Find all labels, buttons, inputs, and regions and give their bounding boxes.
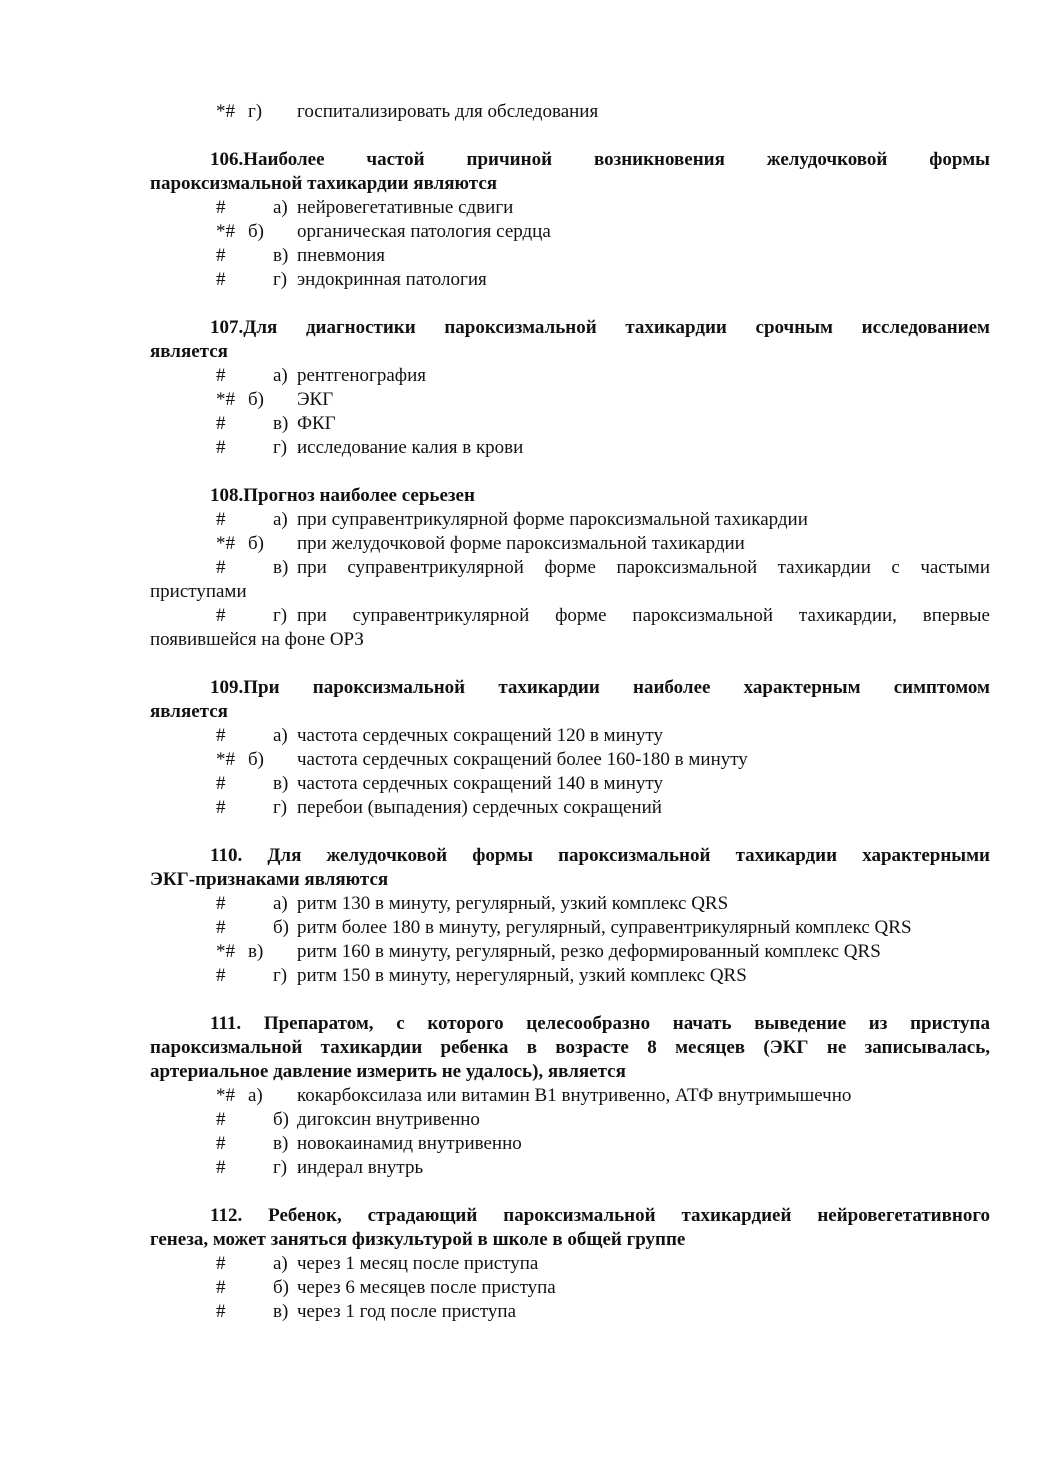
- answer-letter: б): [273, 1277, 289, 1298]
- answer-marker: #: [216, 1253, 226, 1274]
- answer-option: [0, 388, 1039, 412]
- answer-letter: а): [273, 893, 288, 914]
- answer-letter: а): [273, 365, 288, 386]
- answer-letter: б): [273, 917, 289, 938]
- answer-marker: *#: [216, 389, 235, 410]
- question-title: 108.Прогноз наиболее серьезен: [210, 485, 475, 506]
- answer-marker: *#: [216, 749, 235, 770]
- answer-option: [0, 556, 1039, 580]
- answer-letter: б): [248, 749, 264, 770]
- answer-continuation: приступами: [150, 581, 247, 602]
- answer-marker: #: [216, 557, 226, 578]
- answer-letter: в): [273, 413, 289, 434]
- answer-option: [0, 100, 1039, 124]
- answer-text: при суправентрикулярной форме пароксизмальной тахикардии: [297, 509, 808, 530]
- answer-marker: #: [216, 773, 226, 794]
- answer-option: [0, 1156, 1039, 1180]
- answer-text: ЭКГ: [297, 389, 334, 410]
- answer-text: нейровегетативные сдвиги: [297, 197, 514, 218]
- answer-text: органическая патология сердца: [297, 221, 551, 242]
- answer-letter: а): [273, 197, 288, 218]
- answer-marker: #: [216, 1157, 226, 1178]
- answer-letter: г): [273, 797, 288, 818]
- answer-continuation: появившейся на фоне ОРЗ: [150, 629, 364, 650]
- question-title: 112. Ребенок, страдающий пароксизмальной тахикардией нейровегетативного: [210, 1205, 990, 1226]
- answer-marker: #: [216, 197, 226, 218]
- answer-letter: в): [273, 773, 289, 794]
- answer-option: [0, 1084, 1039, 1108]
- answer-option: [0, 772, 1039, 796]
- answer-option: [0, 1300, 1039, 1324]
- answer-option: [0, 1252, 1039, 1276]
- answer-letter: а): [273, 725, 288, 746]
- question-title-continuation: ЭКГ-признаками являются: [150, 869, 389, 890]
- answer-letter: а): [273, 1253, 288, 1274]
- answer-text: ФКГ: [297, 413, 336, 434]
- answer-letter: в): [273, 557, 289, 578]
- answer-option: [0, 412, 1039, 436]
- answer-letter: г): [273, 437, 288, 458]
- answer-text: перебои (выпадения) сердечных сокращений: [297, 797, 662, 818]
- answer-marker: #: [216, 1133, 226, 1154]
- answer-option: [0, 508, 1039, 532]
- answer-text: индерал внутрь: [297, 1157, 424, 1178]
- answer-text: ритм более 180 в минуту, регулярный, суправентрикулярный комплекс QRS: [297, 917, 912, 938]
- answer-text: ритм 130 в минуту, регулярный, узкий комплекс QRS: [297, 893, 729, 914]
- answer-text: пневмония: [297, 245, 386, 266]
- answer-text: кокарбоксилаза или витамин В1 внутривенно, АТФ внутримышечно: [297, 1085, 852, 1106]
- answer-letter: в): [273, 1133, 289, 1154]
- answer-text: через 1 год после приступа: [297, 1301, 517, 1322]
- answer-letter: г): [248, 101, 263, 122]
- answer-marker: #: [216, 245, 226, 266]
- question-title: 107.Для диагностики пароксизмальной тахикардии срочным исследованием: [210, 317, 990, 338]
- answer-option: [0, 532, 1039, 556]
- question-title-continuation: пароксизмальной тахикардии являются: [150, 173, 498, 194]
- answer-option: [0, 436, 1039, 460]
- answer-option: [0, 940, 1039, 964]
- answer-text: дигоксин внутривенно: [297, 1109, 480, 1130]
- answer-option: [0, 724, 1039, 748]
- answer-marker: #: [216, 269, 226, 290]
- answer-marker: #: [216, 797, 226, 818]
- answer-letter: б): [273, 1109, 289, 1130]
- answer-marker: #: [216, 1277, 226, 1298]
- answer-text: при суправентрикулярной форме пароксизмальной тахикардии с частыми: [297, 557, 990, 578]
- answer-marker: #: [216, 917, 226, 938]
- answer-marker: *#: [216, 533, 235, 554]
- answer-marker: *#: [216, 221, 235, 242]
- answer-text: через 6 месяцев после приступа: [297, 1277, 556, 1298]
- answer-option: [0, 268, 1039, 292]
- answer-marker: #: [216, 893, 226, 914]
- answer-option: [0, 964, 1039, 988]
- answer-marker: #: [216, 965, 226, 986]
- answer-letter: б): [248, 389, 264, 410]
- answer-letter: а): [248, 1085, 263, 1106]
- answer-letter: б): [248, 533, 264, 554]
- answer-option: [0, 796, 1039, 820]
- question-title-continuation: артериальное давление измерить не удалось), является: [150, 1061, 626, 1082]
- answer-option: [0, 1276, 1039, 1300]
- answer-text: частота сердечных сокращений более 160-180 в минуту: [297, 749, 748, 770]
- question-title-continuation: является: [150, 701, 228, 722]
- answer-marker: #: [216, 365, 226, 386]
- answer-marker: *#: [216, 1085, 235, 1106]
- question-title: 111. Препаратом, с которого целесообразно начать выведение из приступа: [210, 1013, 990, 1034]
- answer-letter: б): [248, 221, 264, 242]
- question-title-continuation: пароксизмальной тахикардии ребенка в возрасте 8 месяцев (ЭКГ не записывалась,: [150, 1037, 990, 1058]
- answer-marker: *#: [216, 101, 235, 122]
- answer-marker: #: [216, 1301, 226, 1322]
- answer-option: [0, 1132, 1039, 1156]
- answer-option: [0, 748, 1039, 772]
- question-title-continuation: является: [150, 341, 228, 362]
- answer-option: [0, 892, 1039, 916]
- answer-letter: а): [273, 509, 288, 530]
- answer-marker: #: [216, 437, 226, 458]
- question-title: 106.Наиболее частой причиной возникновения желудочковой формы: [210, 149, 990, 170]
- answer-marker: #: [216, 413, 226, 434]
- answer-text: при желудочковой форме пароксизмальной тахикардии: [297, 533, 745, 554]
- answer-text: новокаинамид внутривенно: [297, 1133, 522, 1154]
- answer-text: частота сердечных сокращений 120 в минуту: [297, 725, 663, 746]
- answer-letter: г): [273, 1157, 288, 1178]
- answer-option: [0, 196, 1039, 220]
- answer-letter: в): [273, 1301, 289, 1322]
- answer-text: ритм 160 в минуту, регулярный, резко деформированный комплекс QRS: [297, 941, 881, 962]
- question-title: 109.При пароксизмальной тахикардии наиболее характерным симптомом: [210, 677, 990, 698]
- answer-text: рентгенография: [297, 365, 426, 386]
- answer-option: [0, 364, 1039, 388]
- answer-letter: г): [273, 965, 288, 986]
- answer-option: [0, 916, 1039, 940]
- answer-option: [0, 604, 1039, 628]
- answer-letter: в): [248, 941, 264, 962]
- answer-letter: г): [273, 269, 288, 290]
- answer-marker: #: [216, 1109, 226, 1130]
- answer-letter: г): [273, 605, 288, 626]
- question-title: 110. Для желудочковой формы пароксизмальной тахикардии характерными: [210, 845, 990, 866]
- answer-text: при суправентрикулярной форме пароксизмальной тахикардии, впервые: [297, 605, 990, 626]
- answer-option: [0, 244, 1039, 268]
- answer-text: исследование калия в крови: [297, 437, 524, 458]
- answer-text: ритм 150 в минуту, нерегулярный, узкий комплекс QRS: [297, 965, 747, 986]
- answer-text: через 1 месяц после приступа: [297, 1253, 539, 1274]
- answer-text: госпитализировать для обследования: [297, 101, 599, 122]
- answer-text: эндокринная патология: [297, 269, 487, 290]
- answer-marker: #: [216, 509, 226, 530]
- answer-marker: #: [216, 605, 226, 626]
- answer-marker: *#: [216, 941, 235, 962]
- answer-option: [0, 1108, 1039, 1132]
- answer-letter: в): [273, 245, 289, 266]
- answer-option: [0, 220, 1039, 244]
- question-title-continuation: генеза, может заняться физкультурой в школе в общей группе: [150, 1229, 686, 1250]
- answer-text: частота сердечных сокращений 140 в минуту: [297, 773, 663, 794]
- answer-marker: #: [216, 725, 226, 746]
